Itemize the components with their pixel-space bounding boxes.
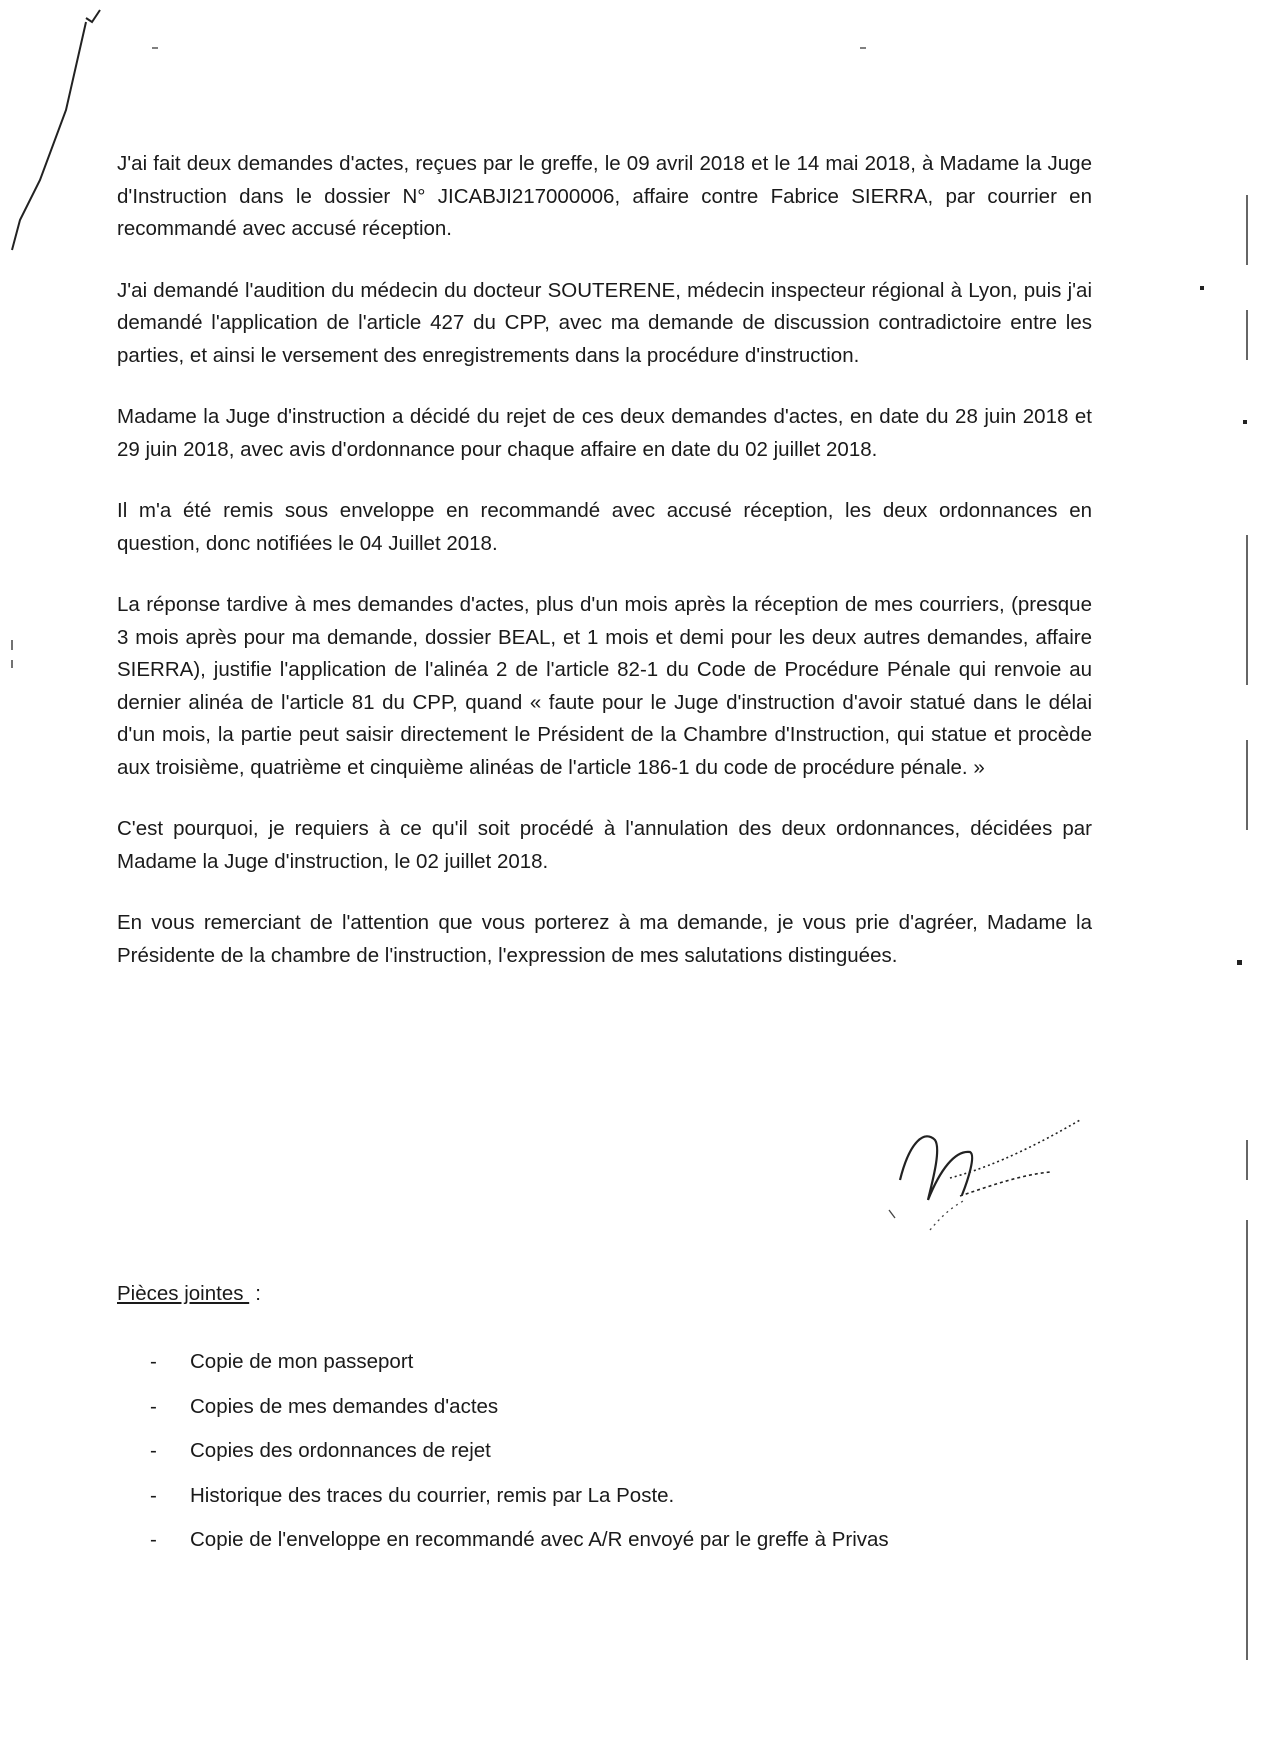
list-item: [150, 1474, 889, 1519]
list-dash: -: [150, 1483, 157, 1507]
paragraph-hearing-request: J'ai demandé l'audition du médecin du docteur SOUTERENE, médecin inspecteur régional à Lyon, puis j'ai demandé l'application de l'article 427 du CPP, avec ma demande de discussion contradictoire entre les parties, et ainsi le versement des enregistrements dans la procédure d'instruction.: [117, 278, 1092, 367]
paragraph-rejection: Madame la Juge d'instruction a décidé du rejet de ces deux demandes d'actes, en date du 28 juin 2018 et 29 juin 2018, avec avis d'ordonnance pour chaque affaire en date du 02 juillet 2018.: [117, 405, 1092, 461]
paragraph-notification: Il m'a été remis sous enveloppe en recommandé avec accusé réception, les deux ordonnances en question, donc notifiées le 04 Juillet 2018.: [117, 499, 1092, 555]
list-dash: -: [150, 1394, 157, 1418]
list-item: [150, 1429, 889, 1474]
attachment-mail-tracking: Historique des traces du courrier, remis par La Poste.: [190, 1483, 675, 1507]
list-item: [150, 1385, 889, 1430]
attachments-list: [150, 1340, 889, 1563]
signature-icon: [880, 1100, 1140, 1240]
list-item: [150, 1340, 889, 1385]
attachment-requests: Copies de mes demandes d'actes: [190, 1394, 499, 1418]
list-item: [150, 1518, 889, 1563]
attachments-heading: [117, 1282, 261, 1306]
attachment-passport: Copie de mon passeport: [190, 1350, 414, 1373]
attachments-heading-colon: :: [255, 1282, 261, 1305]
attachment-rejection-orders: Copies des ordonnances de rejet: [190, 1439, 491, 1462]
paragraph-late-response: La réponse tardive à mes demandes d'actes, plus d'un mois après la réception de mes courriers, (presque 3 mois après pour ma demande, dossier BEAL, et 1 mois et demi pour les deux autres demandes, affaire SIERRA), justifie l'application de l'alinéa 2 de l'article 82-1 du Code de Procédure Pénale qui renvoie au dernier alinéa de l'article 81 du CPP, quand « faute pour le Juge d'instruction d'avoir statué dans le délai d'un mois, la partie peut saisir directement le Président de la Chambre d'Instruction, qui statue et procède aux troisième, quatrième et cinquième alinéas de l'article 186-1 du code de procédure pénale. »: [117, 593, 1092, 779]
list-dash: -: [150, 1350, 157, 1373]
paragraph-requests: J'ai fait deux demandes d'actes, reçues par le greffe, le 09 avril 2018 et le 14 mai 2018, à Madame la Juge d'Instruction dans le dossier N° JICABJI217000006, affaire contre Fabrice SIERRA, par courrier en recommandé avec accusé réception.: [117, 152, 1092, 240]
paragraph-annulment-request: C'est pourquoi, je requiers à ce qu'il soit procédé à l'annulation des deux ordonnances, décidées par Madame la Juge d'instruction, le 02 juillet 2018.: [117, 817, 1092, 873]
attachment-envelope: Copie de l'enveloppe en recommandé avec A/R envoyé par le greffe à Privas: [190, 1528, 889, 1551]
paragraph-closing: En vous remerciant de l'attention que vous porterez à ma demande, je vous prie d'agréer, Madame la Présidente de la chambre de l'instruction, l'expression de mes salutations distinguées.: [117, 911, 1092, 967]
attachments-heading-text: Pièces jointes: [117, 1282, 244, 1305]
list-dash: -: [150, 1528, 157, 1551]
letter-body: [117, 148, 1092, 1001]
list-dash: -: [150, 1439, 157, 1462]
